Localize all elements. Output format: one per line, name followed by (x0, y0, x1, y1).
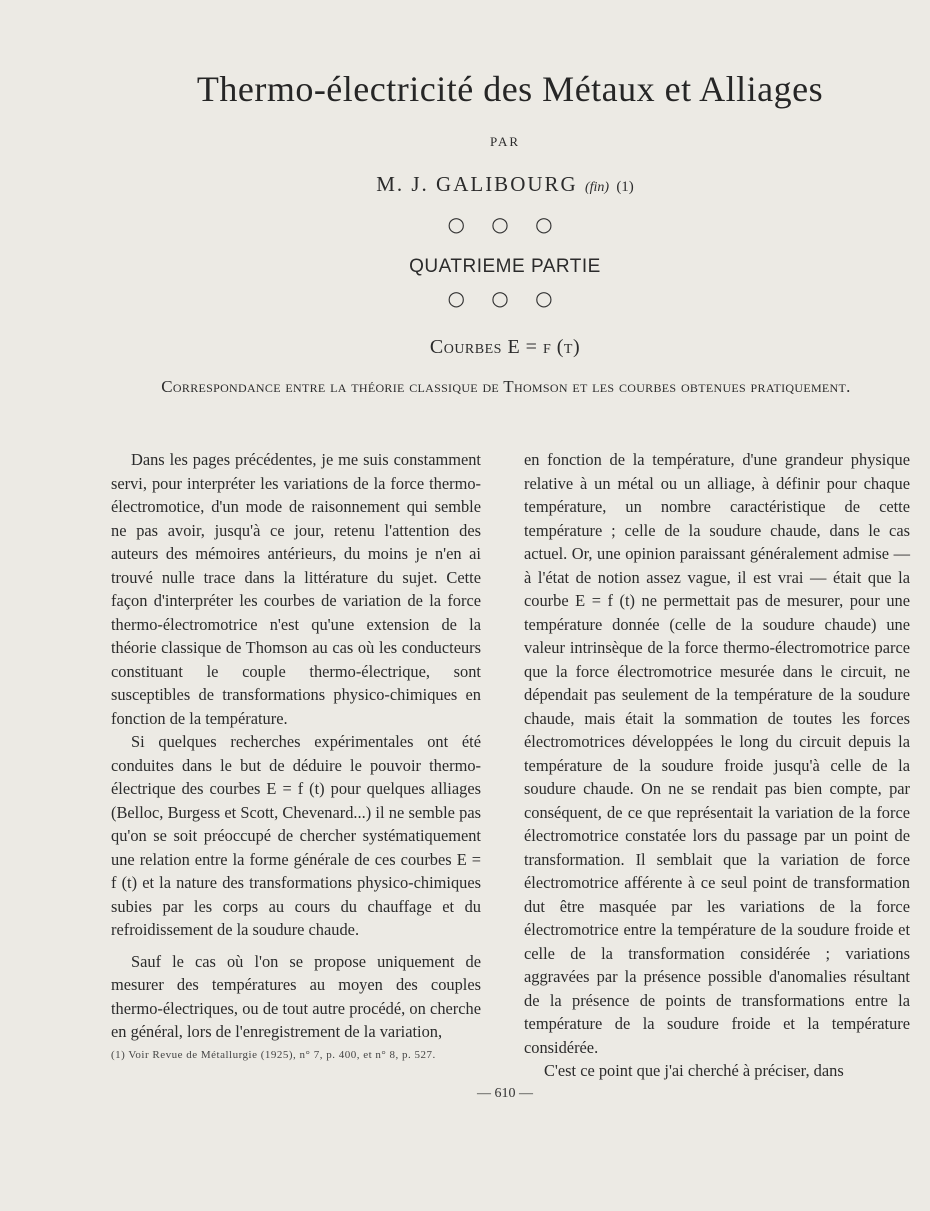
paragraph: Dans les pages précédentes, je me suis constamment servi, pour interpréter les variations de la force thermo-électromotice, d'un mode de raisonnement qui semble ne pas avoir, jusqu'à ce jour, retenu l'attention des auteurs des mémoires antérieurs, du moins je n'en ai trouvé nulle trace dans la littérature du sujet. Cette façon d'interpréter les courbes de variation de la force thermo-électromotrice n'est qu'une extension de la théorie classique de Thomson au cas où les conducteurs constituant le couple thermo-électrique, sont susceptibles de transformations physico-chimiques en fonction de la température. (111, 450, 481, 728)
author-fin: (fin) (584, 180, 610, 195)
ornament-circles: ○ ○ ○ (447, 212, 563, 236)
footnote: (1) Voir Revue de Métallurgie (1925), n° 7, p. 400, et n° 8, p. 527. (111, 1049, 436, 1061)
left-column (111, 448, 481, 1044)
ornament-circles-2: ○ ○ ○ (447, 286, 563, 310)
page-number: — 610 — (477, 1086, 533, 1101)
paragraph: en fonction de la température, d'une grandeur physique relative à un métal ou un alliage, à définir pour chaque température, un nombre caractéristique de cette température ; celle de la soudure chaude, dans le cas actuel. Or, une opinion paraissant généralement admise — à l'état de notion assez vague, il est vrai — était que la courbe E = f (t) ne permettait pas de mesurer, pour une température donnée (celle de la soudure chaude) une valeur intrinsèque de la force thermo-électromotrice parce que la force électromotrice mesurée dans le circuit, ne dépendait pas seulement de la température de la soudure chaude, mais était la sommation de toutes les forces électromotrices développées le long du circuit depuis la température de la soudure froide jusqu'à celle de la soudure chaude. On ne se rendait pas bien compte, par conséquent, de ce que représentait la variation de la force électromotrice constatée lors du passage par un point de transformation. Il semblait que la variation de force électromotrice afférente à ce seul point de transformation dut être masquée par les variations de la force électromotrice entre la température de la soudure froide et celle de la transformation considérée ; variations aggravées par la présence possible d'anomalies résultant de la présence de points de transformations entre la température de la soudure froide et la température considérée. (524, 450, 910, 1057)
paragraph: Si quelques recherches expérimentales ont été conduites dans le but de déduire le pouvoir thermo-électrique des courbes E = f (t) pour quelques alliages (Belloc, Burgess et Scott, Chevenard...) il ne semble pas qu'on se soit préoccupé de chercher systématiquement une relation entre la forme générale de ces courbes E = f (t) et la nature des transformations physico-chimiques subies par les corps au cours du chauffage et du refroidissement de la soudure chaude. (111, 732, 481, 939)
right-column (524, 448, 910, 1083)
paragraph: C'est ce point que j'ai cherché à préciser, dans (544, 1061, 844, 1080)
author-line (0, 172, 930, 197)
section-subtitle: Correspondance entre la théorie classique de Thomson et les courbes obtenues pratiquement. (161, 377, 851, 396)
author-name: M. J. GALIBOURG (376, 172, 578, 196)
by-label: PAR (489, 134, 521, 149)
footnote-ref: (1) (616, 179, 634, 195)
section-title: Courbes E = f (t) (429, 336, 581, 358)
part-heading: QUATRIEME PARTIE (409, 256, 601, 277)
article-title: Thermo-électricité des Métaux et Alliages (196, 69, 824, 109)
paragraph: Sauf le cas où l'on se propose uniquement de mesurer des températures au moyen des couples thermo-électriques, ou de tout autre procédé, on cherche en général, lors de l'enregistrement de la variation, (111, 951, 481, 1041)
